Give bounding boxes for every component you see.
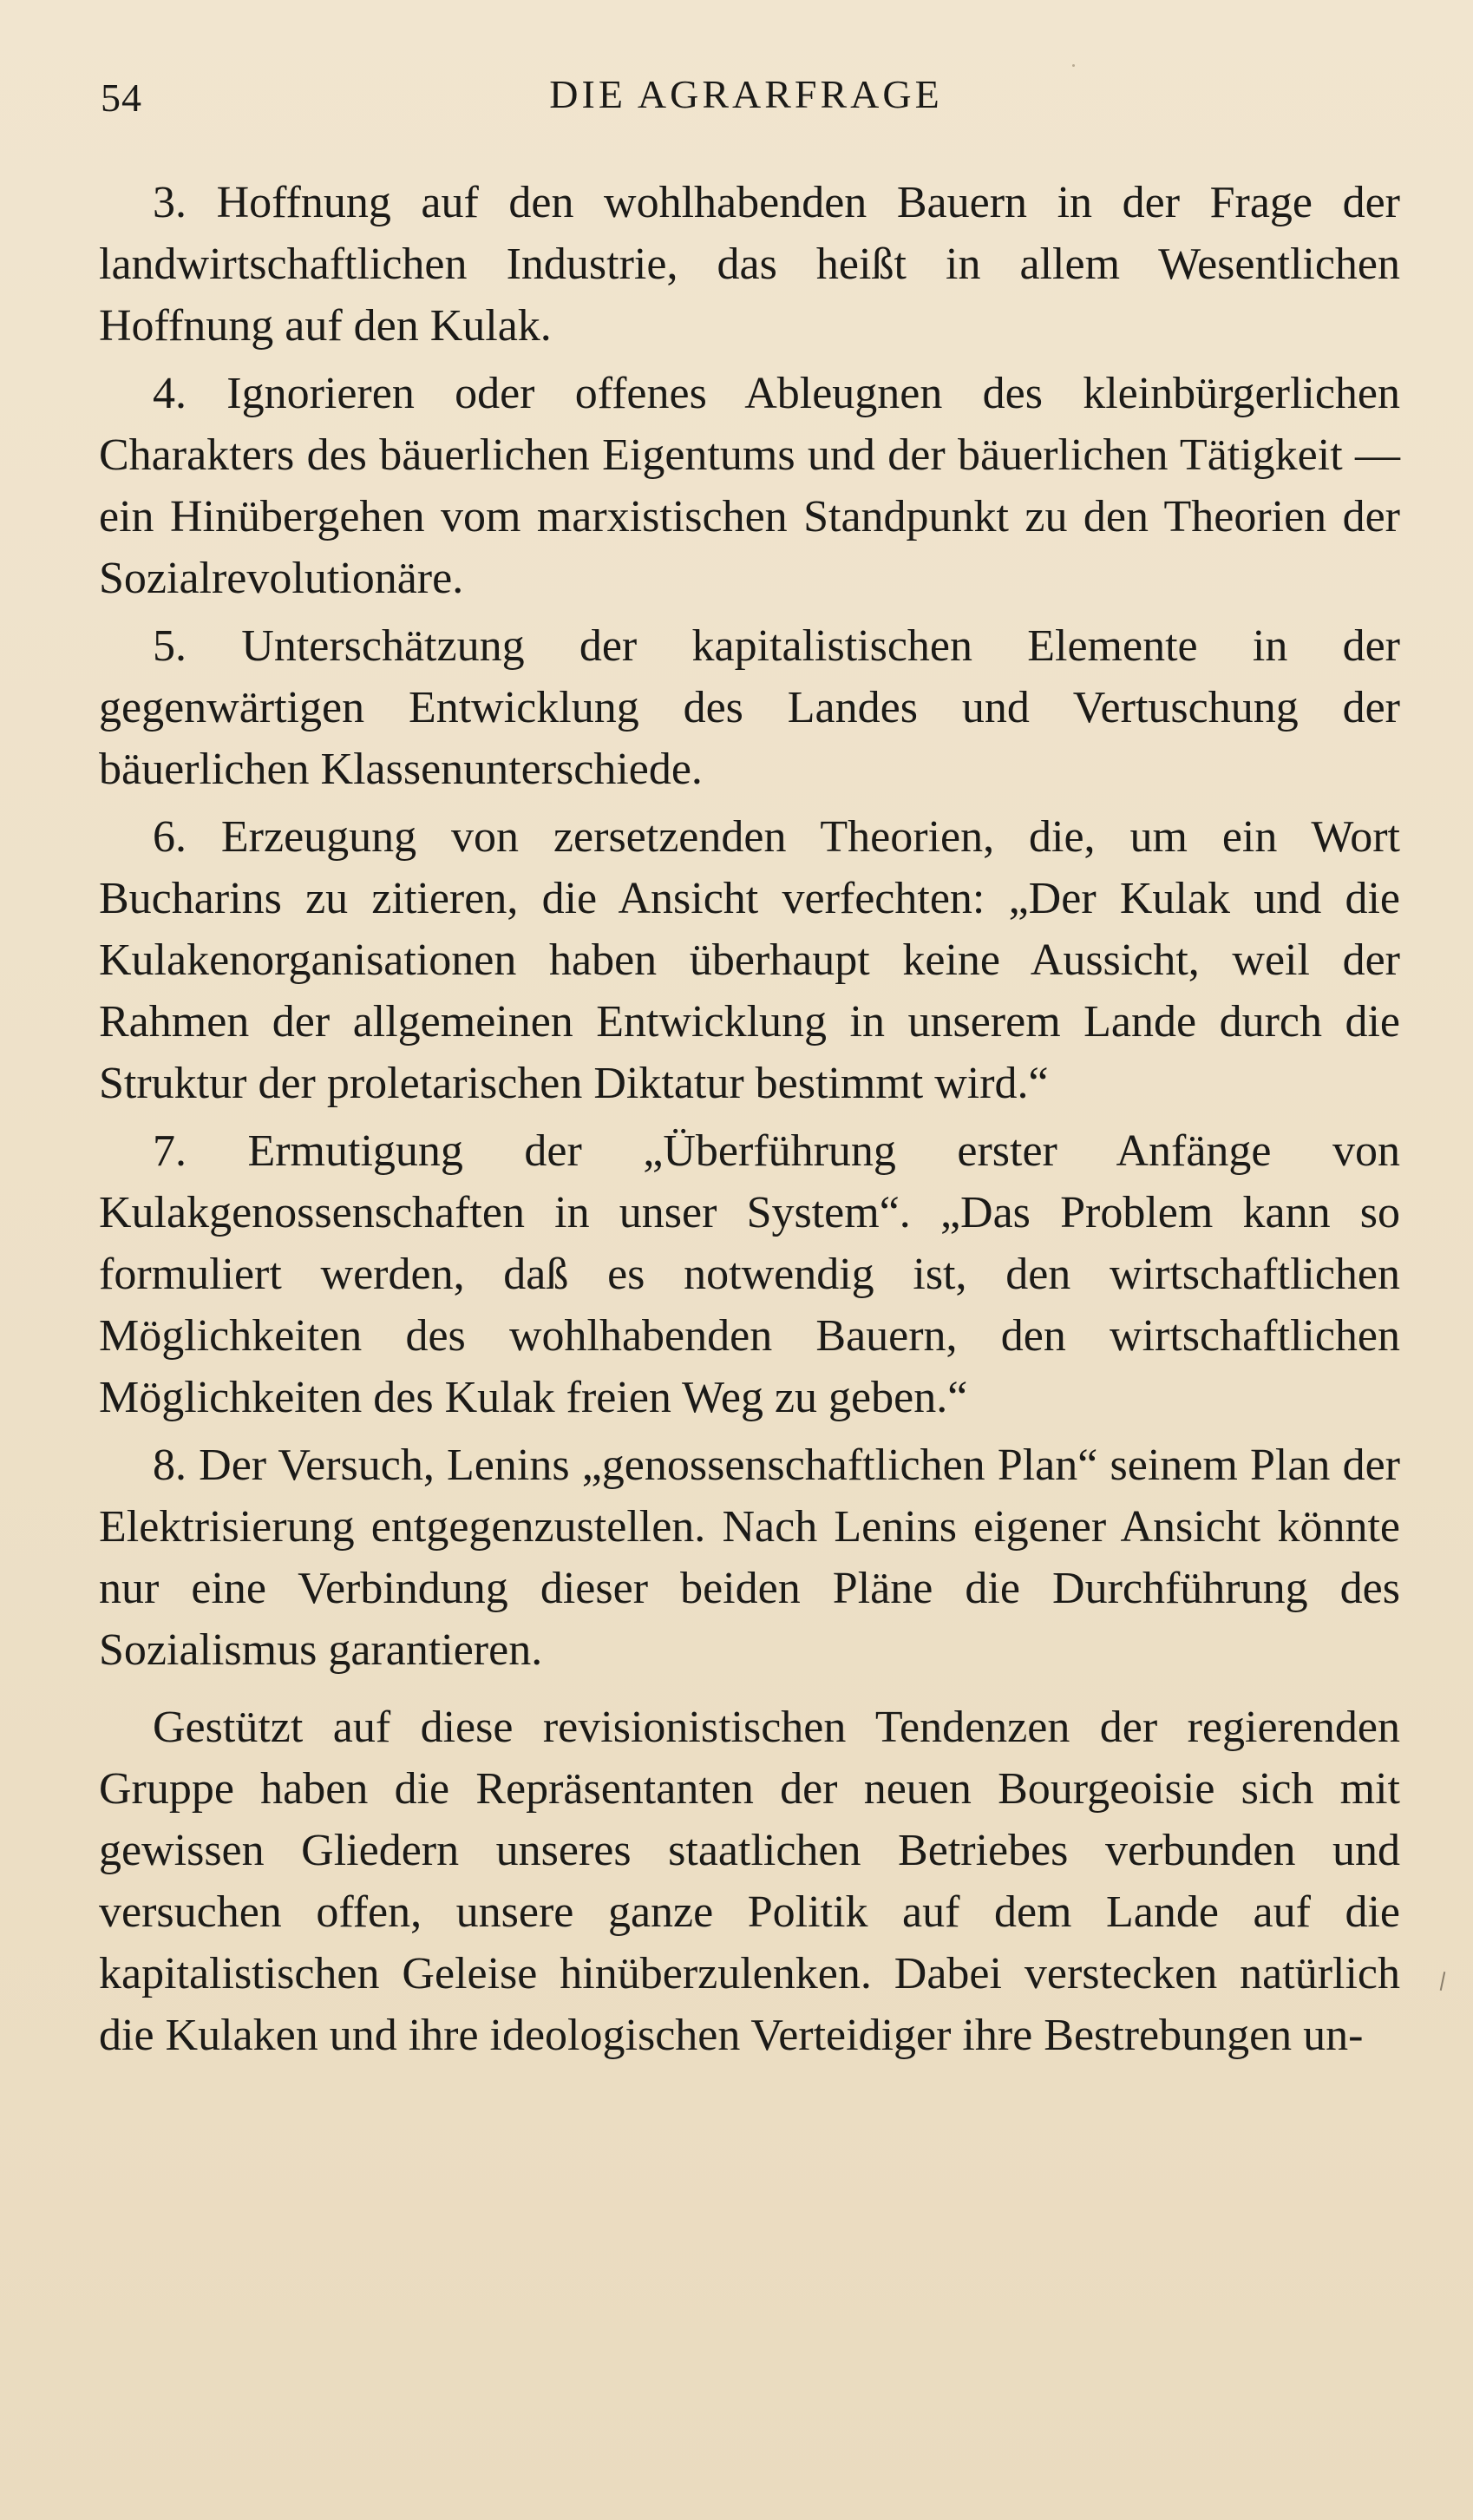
page-header	[101, 68, 1391, 128]
page-number: 54	[101, 75, 142, 120]
list-item-7: 7. Ermutigung der „Überführung erster Anfänge von Kulakgenossenschaften in unser System“. „Das Problem kann so formuliert werden, daß es notwendig ist, den wirtschaftlichen Möglichkeiten des wohlhabenden Bauern, den wirtschaftlichen Möglichkeiten des Kulak freien Weg zu geben.“	[99, 1126, 1400, 1422]
body-text	[99, 172, 1400, 2066]
list-item-8: 8. Der Versuch, Lenins „genossenschaftlichen Plan“ seinem Plan der Elektrisierung entgegenzustellen. Nach Lenins eigener Ansicht könnte nur eine Verbindung dieser beiden Pläne die Durchführung des Sozialismus garantieren.	[99, 1440, 1400, 1675]
list-item-4: 4. Ignorieren oder offenes Ableugnen des kleinbürgerlichen Charakters des bäuerlichen Eigentums und der bäuerlichen Tätigkeit — ein Hinübergehen vom marxistischen Standpunkt zu den Theorien der Sozialrevolutionäre.	[99, 369, 1400, 603]
list-item-3: 3. Hoffnung auf den wohlhabenden Bauern in der Frage der landwirtschaftlichen Industrie, das heißt in allem Wesentlichen Hoffnung auf den Kulak.	[99, 178, 1400, 351]
running-head: DIE AGRARFRAGE	[549, 72, 943, 116]
list-item-6: 6. Erzeugung von zersetzenden Theorien, die, um ein Wort Bucharins zu zitieren, die Ansicht verfechten: „Der Kulak und die Kulakenorganisationen haben überhaupt keine Aussicht, weil der Rahmen der allgemeinen Entwicklung in unserem Lande durch die Struktur der proletarischen Diktatur bestimmt wird.“	[99, 812, 1400, 1108]
paper-speck	[1072, 64, 1075, 67]
closing-paragraph: Gestützt auf diese revisionistischen Tendenzen der regierenden Gruppe haben die Repräsentanten der neuen Bourgeoisie sich mit gewissen Gliedern unseres staatlichen Betriebes verbunden und versuchen offen, unsere ganze Politik auf dem Lande auf die kapitalistischen Geleise hinüberzulenken. Dabei verstecken natürlich die Kulaken und ihre ideologischen Verteidiger ihre Bestrebungen un-	[99, 1703, 1400, 2060]
margin-mark	[1440, 1972, 1446, 1991]
list-item-5: 5. Unterschätzung der kapitalistischen Elemente in der gegenwärtigen Entwicklung des Landes und Vertuschung der bäuerlichen Klassenunterschiede.	[99, 621, 1400, 794]
